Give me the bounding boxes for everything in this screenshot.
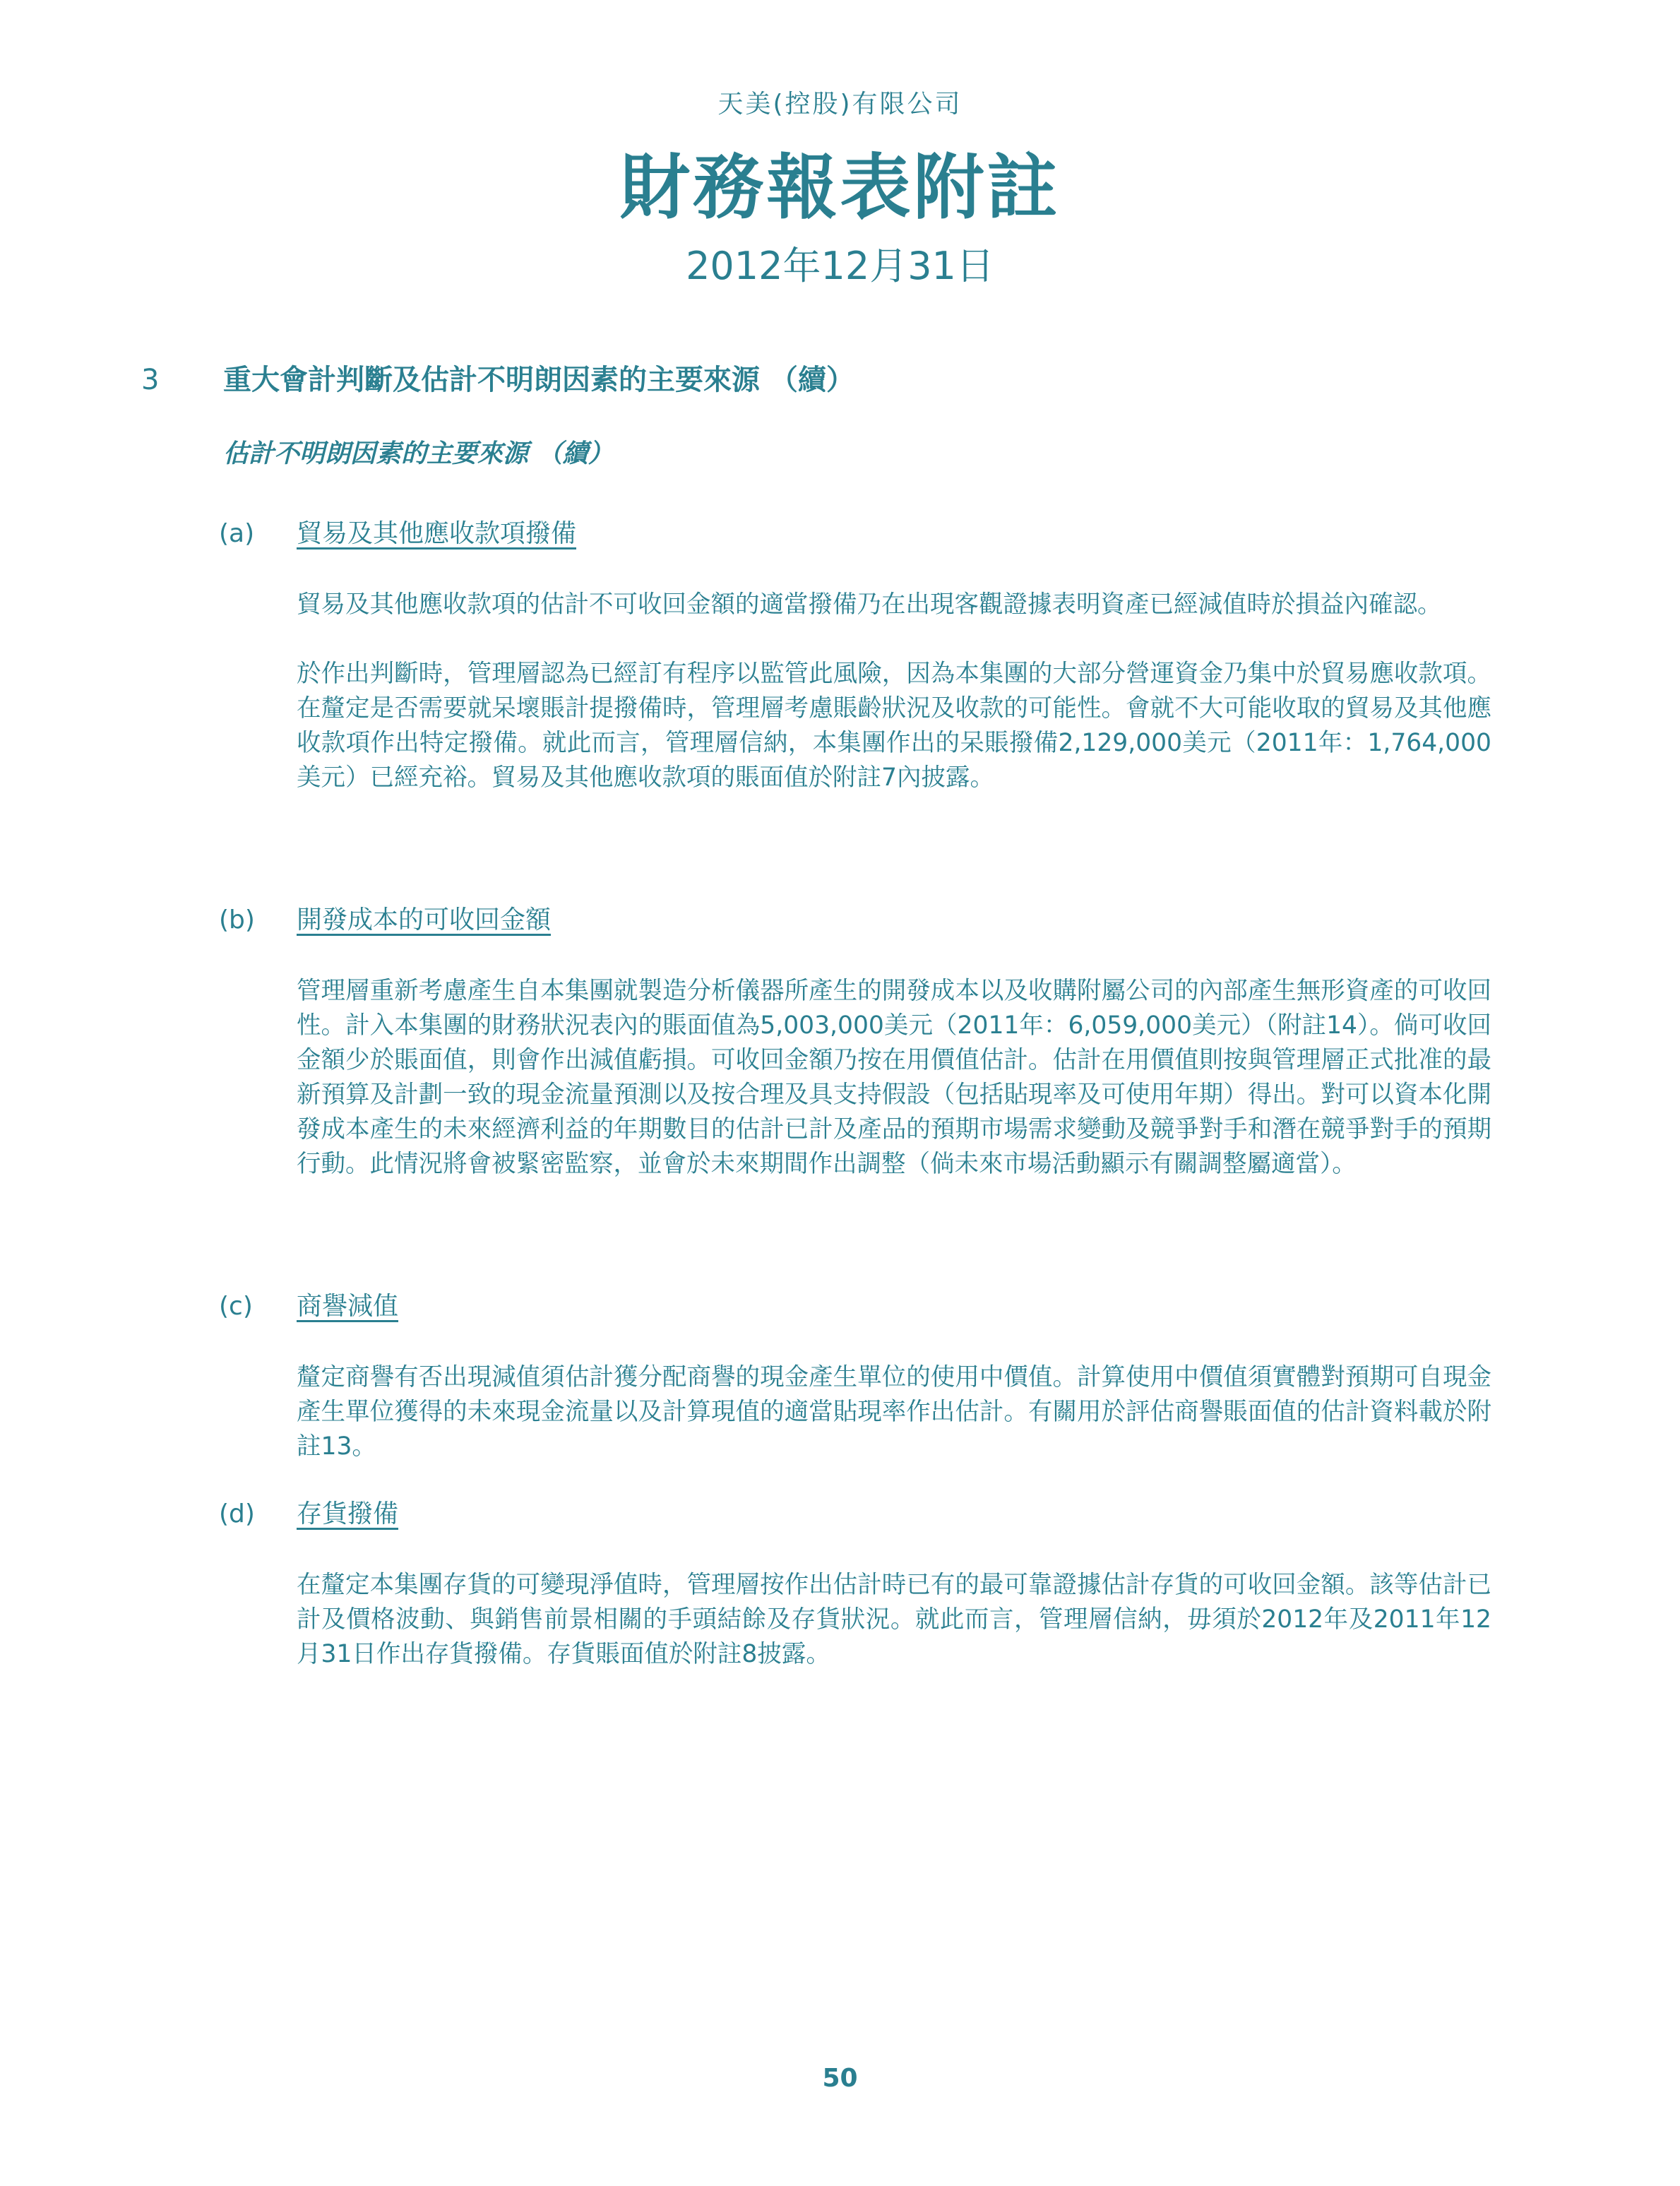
note-item-a [219, 521, 1490, 795]
section-number: 3 [141, 364, 160, 396]
note-item-letter: (b) [219, 905, 255, 934]
note-paragraph: 於作出判斷時，管理層認為已經訂有程序以監管此風險，因為本集團的大部分營運資金乃集中於貿易應收款項。在釐定是否需要就呆壞賬計提撥備時，管理層考慮賬齡狀況及收款的可能性。會就不大可能收取的貿易及其他應收款項作出特定撥備。就此而言，管理層信納，本集團作出的呆賬撥備2,129,000美元（2011年：1,764,000美元）已經充裕。貿易及其他應收款項的賬面值於附註7內披露。 [297, 660, 1491, 792]
note-item-letter: (c) [219, 1292, 253, 1321]
section-heading [141, 366, 854, 394]
note-item-b [219, 905, 1491, 1182]
note-paragraph: 在釐定本集團存貨的可變現淨值時，管理層按作出估計時已有的最可靠證據估計存貨的可收回金額。該等估計已計及價格波動、與銷售前景相關的手頭結餘及存貨狀況。就此而言，管理層信納，毋須於2012年及2011年12月31日作出存貨撥備。存貨賬面值於附註8披露。 [297, 1571, 1491, 1668]
note-paragraph: 管理層重新考慮產生自本集團就製造分析儀器所產生的開發成本以及收購附屬公司的內部產生無形資產的可收回性。計入本集團的財務狀況表內的賬面值為5,003,000美元（2011年：6,059,000美元）（附註14）。倘可收回金額少於賬面值，則會作出減值虧損。可收回金額乃按在用價值估計。估計在用價值則按與管理層正式批准的最新預算及計劃一致的現金流量預測以及按合理及具支持假設（包括貼現率及可使用年期）得出。對可以資本化開發成本產生的未來經濟利益的年期數目的估計已計及產品的預期市場需求變動及競爭對手和潛在競爭對手的預期行動。此情況將會被緊密監察，並會於未來期間作出調整（倘未來市場活動顯示有關調整屬適當）。 [297, 977, 1491, 1178]
note-item-title: 存貨撥備 [297, 1499, 399, 1528]
document-date: 2012年12月31日 [686, 244, 994, 288]
note-item-letter: (d) [219, 1499, 255, 1528]
note-item-c [219, 1294, 1490, 1464]
note-item-letter: (a) [219, 519, 255, 548]
note-item-heading [219, 521, 1490, 547]
section-title: 重大會計判斷及估計不明朗因素的主要來源 （續） [223, 364, 854, 396]
note-paragraph: 貿易及其他應收款項的估計不可收回金額的適當撥備乃在出現客觀證據表明資產已經減值時於損益內確認。 [297, 590, 1442, 619]
document-title: 財務報表附註 [619, 146, 1061, 229]
note-paragraph: 釐定商譽有否出現減值須估計獲分配商譽的現金產生單位的使用中價值。計算使用中價值須實體對預期可自現金產生單位獲得的未來現金流量以及計算現值的適當貼現率作出估計。有關用於評估商譽賬面值的估計資料載於附註13。 [297, 1363, 1491, 1461]
note-item-heading [219, 1499, 1490, 1528]
note-item-heading [219, 1294, 1490, 1319]
note-item-title: 開發成本的可收回金額 [297, 905, 552, 934]
note-item-heading [219, 905, 1490, 934]
company-name: 天美(控股)有限公司 [717, 90, 963, 119]
note-item-title: 商譽減值 [297, 1292, 399, 1321]
note-item-title: 貿易及其他應收款項撥備 [297, 519, 577, 548]
page-header [0, 90, 1680, 288]
page-number: 50 [822, 2064, 858, 2093]
note-item-d [219, 1499, 1491, 1672]
section-subheading: 估計不明朗因素的主要來源 （續） [223, 439, 614, 468]
